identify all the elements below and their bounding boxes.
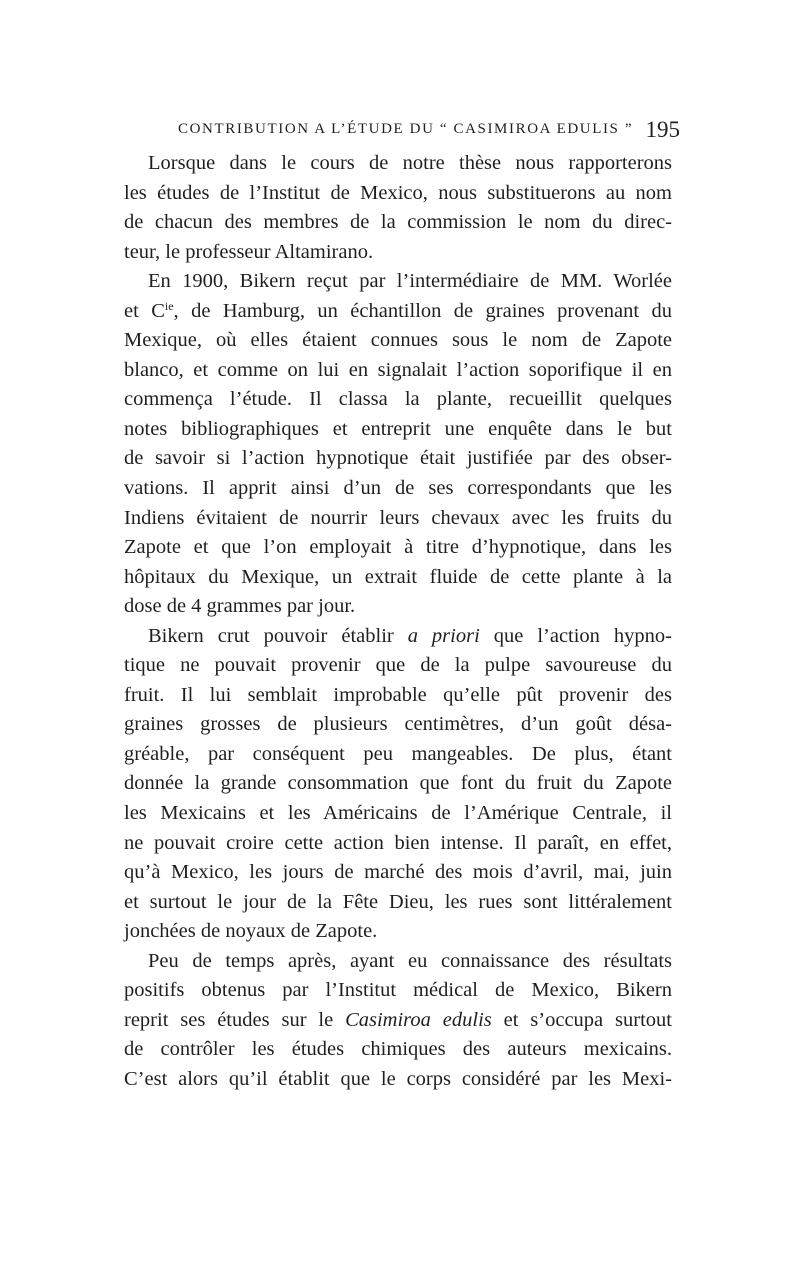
text-line: En 1900, Bikern reçut par l’intermédiaire de MM. Worlée <box>148 270 672 293</box>
text-line: C’est alors qu’il établit que le corps considéré par les Mexi- <box>124 1067 672 1090</box>
text-line: Peu de temps après, ayant eu connaissance des résultats <box>148 949 672 972</box>
text-line: tique ne pouvait provenir que de la pulpe savoureuse du <box>124 654 672 677</box>
body-text <box>124 149 672 1095</box>
text-line: Bikern crut pouvoir établir a priori que l’action hypno- <box>148 624 672 647</box>
text-line: teur, le professeur Altamirano. <box>124 240 374 263</box>
superscript: ie <box>164 298 174 313</box>
text-line: Indiens évitaient de nourrir leurs chevaux avec les fruits du <box>124 506 672 529</box>
text-line: les études de l’Institut de Mexico, nous substituerons au nom <box>124 181 672 204</box>
text-line: ne pouvait croire cette action bien intense. Il paraît, en effet, <box>124 831 672 854</box>
text-line: de contrôler les études chimiques des auteurs mexicains. <box>124 1038 672 1061</box>
text-line: et surtout le jour de la Fête Dieu, les rues sont littéralement <box>124 890 672 913</box>
text-line: positifs obtenus par l’Institut médical de Mexico, Bikern <box>124 979 672 1002</box>
text-line: qu’à Mexico, les jours de marché des mois d’avril, mai, juin <box>124 861 672 884</box>
text-line: notes bibliographiques et entreprit une enquête dans le but <box>124 417 672 440</box>
text-line: blanco, et comme on lui en signalait l’action soporifique il en <box>124 358 672 381</box>
italic-term: Casimiroa edulis <box>345 1008 492 1031</box>
text-line: Zapote et que l’on employait à titre d’hypnotique, dans les <box>124 536 672 559</box>
text-line: fruit. Il lui semblait improbable qu’elle pût provenir des <box>124 683 672 706</box>
running-title: CONTRIBUTION A L’ÉTUDE DU “ CASIMIROA EDULIS ” <box>178 121 634 137</box>
text-line: jonchées de noyaux de Zapote. <box>124 920 378 943</box>
text-line: Lorsque dans le cours de notre thèse nous rapporterons <box>148 152 672 174</box>
text-line: commença l’étude. Il classa la plante, recueillit quelques <box>124 388 672 411</box>
text-line: gréable, par conséquent peu mangeables. De plus, étant <box>124 742 672 765</box>
text-line: de chacun des membres de la commission le nom du direc- <box>124 211 672 234</box>
text-line: donnée la grande consommation que font du fruit du Zapote <box>124 772 672 795</box>
text-line: reprit ses études sur le Casimiroa edulis et s’occupa surtout <box>124 1008 672 1031</box>
italic-term: a priori <box>407 624 480 647</box>
page-header <box>178 117 680 143</box>
text-line: dose de 4 grammes par jour. <box>124 595 356 618</box>
text-line: hôpitaux du Mexique, un extrait fluide de cette plante à la <box>124 565 672 588</box>
text-line: vations. Il apprit ainsi d’un de ses correspondants que les <box>124 477 672 500</box>
page-number: 195 <box>645 117 680 142</box>
text-line: Mexique, où elles étaient connues sous le nom de Zapote <box>124 329 672 352</box>
text-line: les Mexicains et les Américains de l’Amérique Centrale, il <box>124 802 672 825</box>
text-line: et $C^{ie}$, de Hamburg, un échantillon de graines provenant du <box>124 298 673 322</box>
text-line: graines grosses de plusieurs centimètres, d’un goût désa- <box>124 713 672 736</box>
text-line: de savoir si l’action hypnotique était justifiée par des obser- <box>124 447 672 470</box>
